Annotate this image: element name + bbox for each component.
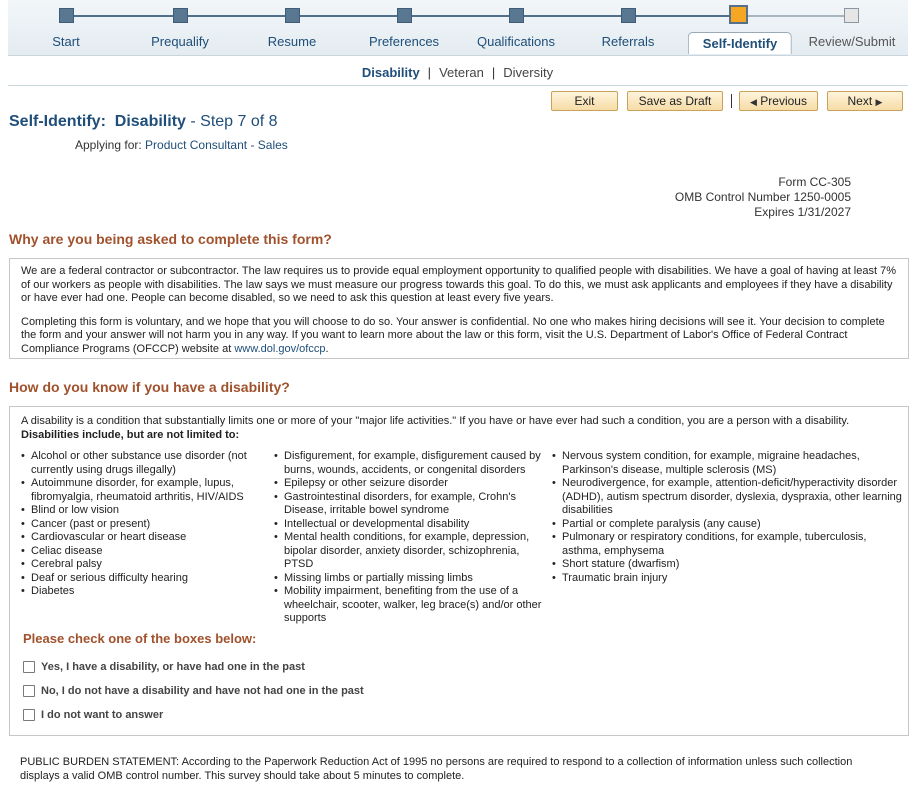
step-referrals[interactable]: Referrals <box>601 34 655 49</box>
checkbox-yes[interactable] <box>23 661 35 673</box>
list-item: • Neurodivergence, for example, attention-deficit/hyperactivity disorder (ADHD), autism spectrum disorder, dyslexia, dyspraxia, other learning disabilities <box>552 477 904 518</box>
step-marker-preferences[interactable] <box>397 8 412 23</box>
title-main: Disability <box>114 113 186 130</box>
subnav-disability[interactable]: Disability <box>361 65 420 80</box>
next-label: Next <box>847 94 873 108</box>
list-item: • Blind or low vision <box>21 504 261 518</box>
list-item: • Disfigurement, for example, disfigurement caused by burns, wounds, accidents, or congenital disorders <box>274 450 546 477</box>
step-marker-referrals[interactable] <box>621 8 636 23</box>
list-item: • Mental health conditions, for example, depression, bipolar disorder, anxiety disorder, schizophrenia, PTSD <box>274 531 546 572</box>
list-item: • Pulmonary or respiratory conditions, for example, tuberculosis, asthma, emphysema <box>552 531 904 558</box>
save-draft-button[interactable]: Save as Draft <box>627 91 723 111</box>
list-item: • Traumatic brain injury <box>552 572 904 586</box>
form-number: Form CC-305 <box>778 175 851 189</box>
list-item: • Partial or complete paralysis (any cause) <box>552 518 904 532</box>
list-item: • Diabetes <box>21 585 261 599</box>
subnav-separator: | <box>427 65 432 80</box>
option-yes-label: Yes, I have a disability, or have had one in the past <box>41 661 305 673</box>
progress-line-remaining <box>740 15 851 17</box>
how-intro: A disability is a condition that substantially limits one or more of your "major life activities." If you have or have ever had such a condition, you are a person with a disability. Disabilities include, but are not limited to: <box>21 415 850 441</box>
how-heading: How do you know if you have a disability? <box>9 379 290 395</box>
checkbox-decline[interactable] <box>23 709 35 721</box>
why-heading: Why are you being asked to complete this form? <box>9 231 332 247</box>
list-item: • Alcohol or other substance use disorder (not currently using drugs illegally) <box>21 450 261 477</box>
step-marker-review-submit[interactable] <box>844 8 859 23</box>
page-title <box>9 113 278 131</box>
list-item: • Cerebral palsy <box>21 558 261 572</box>
list-item: • Short stature (dwarfism) <box>552 558 904 572</box>
option-decline[interactable] <box>23 709 163 721</box>
list-item: • Cardiovascular or heart disease <box>21 531 261 545</box>
ofccp-link[interactable]: www.dol.gov/ofccp <box>234 342 326 355</box>
previous-button[interactable] <box>739 91 818 111</box>
step-self-identify[interactable]: Self-Identify <box>688 32 792 54</box>
list-item: • Celiac disease <box>21 545 261 559</box>
title-prefix: Self-Identify: <box>9 113 106 130</box>
disability-list-col-3 <box>552 450 904 585</box>
why-box <box>9 258 909 359</box>
why-paragraph-2: Completing this form is voluntary, and we hope that you will choose to do so. Your answer is confidential. No one who makes hiring decisions will see it. Your decision to complete the form and your answer will not harm you in any way. If you want to learn more about the law or this form, visit the U.S. Department of Labor's Office of Federal Contract Compliance Programs (OFCCP) website at www.dol.gov/ofccp. <box>21 315 885 355</box>
option-decline-label: I do not want to answer <box>41 709 164 721</box>
title-step: - Step 7 of 8 <box>190 113 278 130</box>
sub-navigation <box>0 65 915 80</box>
applying-for <box>75 138 288 152</box>
list-item: • Autoimmune disorder, for example, lupus, fibromyalgia, rheumatoid arthritis, HIV/AIDS <box>21 477 261 504</box>
step-marker-qualifications[interactable] <box>509 8 524 23</box>
next-button[interactable] <box>827 91 903 111</box>
list-item: • Cancer (past or present) <box>21 518 261 532</box>
step-marker-self-identify[interactable] <box>729 5 748 24</box>
list-item: • Intellectual or developmental disability <box>274 518 546 532</box>
subnav-separator: | <box>491 65 496 80</box>
step-marker-resume[interactable] <box>285 8 300 23</box>
disability-list-col-1 <box>21 450 261 599</box>
subnav-diversity[interactable]: Diversity <box>503 65 554 80</box>
previous-label: Previous <box>760 94 807 108</box>
why-paragraph-1: We are a federal contractor or subcontractor. The law requires us to provide equal employment opportunity to qualified people with disabilities. We have a goal of having at least 7% of our workers as people with disabilities. The law says we must measure our progress towards this goal. To do this, we must ask applicants and employees if they have a disability or have ever had one. People can become disabled, so we need to ask this question at least every five years. <box>21 265 896 304</box>
toolbar-divider <box>731 94 732 108</box>
subnav-veteran[interactable]: Veteran <box>439 65 484 80</box>
list-item: • Gastrointestinal disorders, for example, Crohn's Disease, irritable bowel syndrome <box>274 491 546 518</box>
list-item: • Missing limbs or partially missing limbs <box>274 572 546 586</box>
list-item: • Epilepsy or other seizure disorder <box>274 477 546 491</box>
public-burden-statement: PUBLIC BURDEN STATEMENT: According to the Paperwork Reduction Act of 1995 no persons are required to respond to a collection of information unless such collection displays a valid OMB control number. This survey should take about 5 minutes to complete. <box>20 756 853 782</box>
applying-label: Applying for: <box>75 138 142 152</box>
checkbox-no[interactable] <box>23 685 35 697</box>
option-yes[interactable] <box>23 661 305 673</box>
step-resume[interactable]: Resume <box>267 34 317 49</box>
list-item: • Deaf or serious difficulty hearing <box>21 572 261 586</box>
step-marker-start[interactable] <box>59 8 74 23</box>
exit-button[interactable]: Exit <box>551 91 618 111</box>
disability-list-col-2 <box>274 450 546 626</box>
option-no[interactable] <box>23 685 364 697</box>
form-expiry: Expires 1/31/2027 <box>754 205 851 219</box>
step-prequalify[interactable]: Prequalify <box>151 34 209 49</box>
step-preferences[interactable]: Preferences <box>368 34 440 49</box>
list-item: • Mobility impairment, benefiting from the use of a wheelchair, scooter, walker, leg brace(s) and/or other supports <box>274 585 546 626</box>
option-no-label: No, I do not have a disability and have not had one in the past <box>41 685 364 697</box>
step-qualifications[interactable]: Qualifications <box>476 34 556 49</box>
check-heading: Please check one of the boxes below: <box>23 631 257 646</box>
omb-control-number: OMB Control Number 1250-0005 <box>674 190 851 204</box>
chevron-left-icon: ◀ <box>750 97 757 107</box>
subnav-divider <box>8 85 908 86</box>
chevron-right-icon: ▶ <box>875 97 883 107</box>
step-review-submit[interactable]: Review/Submit <box>808 34 896 49</box>
step-start[interactable]: Start <box>52 34 80 49</box>
step-marker-prequalify[interactable] <box>173 8 188 23</box>
list-item: • Nervous system condition, for example, migraine headaches, Parkinson's disease, multiple sclerosis (MS) <box>552 450 904 477</box>
how-box <box>9 406 909 736</box>
form-meta <box>675 175 851 220</box>
job-title-link[interactable]: Product Consultant - Sales <box>145 138 288 152</box>
